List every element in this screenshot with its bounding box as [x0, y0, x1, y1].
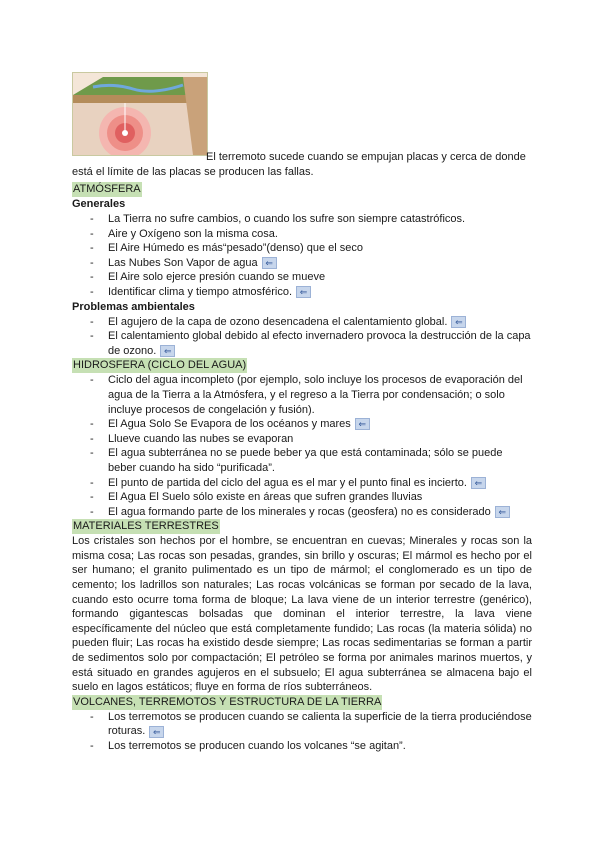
- list-item: - Las Nubes Son Vapor de agua ⇐: [72, 256, 532, 271]
- list-item: - La Tierra no sufre cambios, o cuando los sufre son siempre catastróficos.: [72, 212, 532, 227]
- back-arrow-icon[interactable]: ⇐: [160, 345, 175, 357]
- atmosfera-section: [72, 182, 532, 358]
- materiales-section: [72, 519, 532, 695]
- list-item: - Ciclo del agua incompleto (por ejemplo, solo incluye los procesos de evaporación del agua de la Tierra a la Atmósfera, y el regreso a la Tierra por condensación; o solo incluye procesos de congelación y fusión).: [72, 373, 532, 417]
- list-item: - El Agua El Suelo sólo existe en áreas que sufren grandes lluvias: [72, 490, 532, 505]
- intro-section: [72, 72, 532, 180]
- generales-title: Generales: [72, 198, 126, 210]
- back-arrow-icon[interactable]: ⇐: [451, 316, 466, 328]
- hidrosfera-heading: HIDROSFERA (CICLO DEL AGUA): [73, 359, 247, 372]
- problemas-list: [72, 315, 532, 359]
- list-item: - El calentamiento global debido al efecto invernadero provoca la destrucción de la capa de ozono. ⇐: [72, 329, 532, 358]
- list-item: - El Aire Húmedo es más“pesado”(denso) que el seco: [72, 241, 532, 256]
- materiales-paragraph: Los cristales son hechos por el hombre, se encuentran en cuevas; Minerales y rocas son la misma cosa; Las rocas son pesadas, grandes, sin brillo y oscuras; El mármol es hecho por el ser humano; el granito pulimentado es un tipo de mármol; el conglomerado es un tipo de cemento; los ladrillos son naturales; Las rocas volcánicas se forman por secado de la lava, cuando esto ocurre toma forma de bloque; La lava viene de un interior terrestre (genérico), formando gigantescas bolsadas que dominan el interior terrestre, la lava viene específicamente del núcleo que está completamente fundido; Las rocas (la materia sólida) no pueden fluir; Las rocas ha existido desde siempre; Las rocas sedimentarias se forman a partir de sedimentos solo por compactación; El petróleo se forma por animales marinos muertos, y está situado en grandes agujeros en el subsuelo; El agua subterránea se almacena bajo el suelo en lagos estáticos; fluye en forma de ríos subterráneos.: [72, 535, 532, 694]
- hidrosfera-list: [72, 373, 532, 519]
- back-arrow-icon[interactable]: ⇐: [262, 257, 277, 269]
- intro-text: El terremoto sucede cuando se empujan placas y cerca de donde está el límite de las placas se producen las fallas.: [72, 151, 526, 178]
- back-arrow-icon[interactable]: ⇐: [495, 506, 510, 518]
- list-item: - Los terremotos se producen cuando los volcanes “se agitan”.: [72, 739, 532, 754]
- back-arrow-icon[interactable]: ⇐: [149, 726, 164, 738]
- list-item: - Llueve cuando las nubes se evaporan: [72, 432, 532, 447]
- earthquake-diagram-image: [72, 72, 208, 156]
- list-item: - El agua formando parte de los minerales y rocas (geosfera) no es considerado ⇐: [72, 505, 532, 520]
- document-page: [72, 72, 532, 754]
- volcanes-heading: VOLCANES, TERREMOTOS Y ESTRUCTURA DE LA TIERRA: [73, 695, 382, 708]
- list-item: - El agujero de la capa de ozono desencadena el calentamiento global. ⇐: [72, 315, 532, 330]
- problemas-title: Problemas ambientales: [72, 300, 195, 313]
- list-item: - El Aire solo ejerce presión cuando se mueve: [72, 270, 532, 285]
- volcanes-section: [72, 695, 532, 754]
- list-item: - Los terremotos se producen cuando se calienta la superficie de la tierra produciéndose roturas. ⇐: [72, 710, 532, 739]
- list-item: - El punto de partida del ciclo del agua es el mar y el punto final es incierto. ⇐: [72, 476, 532, 491]
- materiales-heading: MATERIALES TERRESTRES: [73, 520, 219, 533]
- back-arrow-icon[interactable]: ⇐: [355, 418, 370, 430]
- back-arrow-icon[interactable]: ⇐: [471, 477, 486, 489]
- back-arrow-icon[interactable]: ⇐: [296, 286, 311, 298]
- hidrosfera-section: [72, 358, 532, 519]
- list-item: - El agua subterránea no se puede beber ya que está contaminada; sólo se puede beber cuando ha sido “purificada”.: [72, 446, 532, 475]
- atmosfera-heading: ATMÓSFERA: [73, 183, 141, 195]
- list-item: - El Agua Solo Se Evapora de los océanos y mares ⇐: [72, 417, 532, 432]
- volcanes-list: [72, 710, 532, 754]
- generales-list: [72, 212, 532, 300]
- list-item: - Identificar clima y tiempo atmosférico. ⇐: [72, 285, 532, 300]
- list-item: - Aire y Oxígeno son la misma cosa.: [72, 227, 532, 242]
